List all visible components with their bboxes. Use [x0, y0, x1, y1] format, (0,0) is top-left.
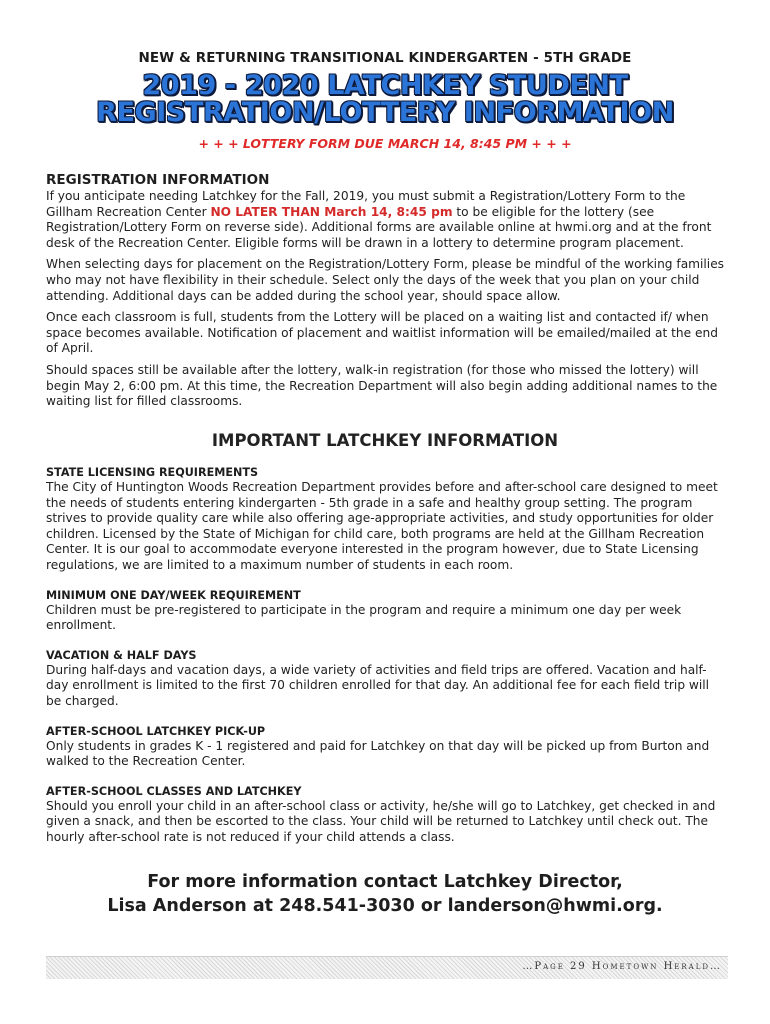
footer-bar	[46, 956, 728, 979]
main-title-line-2: REGISTRATION/LOTTERY INFORMATION	[96, 97, 674, 128]
contact-info	[0, 870, 770, 918]
licensing-block	[46, 465, 726, 574]
important-info-section	[46, 465, 726, 860]
minimum-day-body: Children must be pre-registered to participate in the program and require a minimum one day per week enrollment.	[46, 602, 682, 633]
registration-paragraph-2: When selecting days for placement on the Registration/Lottery Form, please be mindful of the working families who may not have flexibility in their schedule. Select only the days of the week that you plan on your child attending. Additional days can be added during the school year, should space allow.	[46, 257, 725, 303]
registration-paragraph-1	[46, 189, 726, 251]
vacation-body: During half-days and vacation days, a wide variety of activities and field trips are offered. Vacation and half-day enrollment is limited to the first 70 children enrolled for that day. An additional fee for each field trip will be charged.	[46, 662, 710, 708]
grade-range-supertitle: NEW & RETURNING TRANSITIONAL KINDERGARTEN - 5TH GRADE	[138, 50, 632, 66]
pickup-block	[46, 724, 726, 770]
vacation-title: VACATION & HALF DAYS	[46, 648, 197, 662]
main-title-line-1: 2019 - 2020 LATCHKEY STUDENT	[142, 70, 628, 101]
registration-p1-text: If you anticipate needing Latchkey for the Fall, 2019, you must submit a Registration/Lottery Form to the Gillham Recreation Center	[46, 189, 686, 219]
pickup-title: AFTER-SCHOOL LATCHKEY PICK-UP	[46, 724, 266, 738]
classes-block	[46, 784, 726, 846]
licensing-title: STATE LICENSING REQUIREMENTS	[46, 466, 259, 479]
licensing-body: The City of Huntington Woods Recreation Department provides before and after-school care designed to meet the needs of students entering kindergarten - 5th grade in a safe and healthy group setting. The program strives to provide quality care while also offering age-appropriate activities, and study opportunities for older children. Licensed by the State of Michigan for child care, both programs are held at the Gillham Recreation Center. It is our goal to accommodate everyone interested in the program however, due to State Licensing regulations, we are limited to a maximum number of students in each room.	[46, 480, 718, 572]
registration-heading: REGISTRATION INFORMATION	[46, 172, 270, 188]
registration-paragraph-3: Once each classroom is full, students from the Lottery will be placed on a waiting list and contacted if/ when space becomes available. Notification of placement and waitlist information will be emailed/mailed at the end of April.	[46, 310, 718, 356]
page-footer-text: …Page 29 Hometown Herald…	[522, 961, 722, 972]
contact-line-1: For more information contact Latchkey Director,	[147, 872, 623, 892]
contact-line-2: Lisa Anderson at 248.541-3030 or landerson@hwmi.org.	[107, 896, 663, 916]
minimum-day-title: MINIMUM ONE DAY/WEEK REQUIREMENT	[46, 588, 301, 602]
deadline-highlight: NO LATER THAN March 14, 8:45 pm	[210, 204, 453, 219]
important-info-heading: IMPORTANT LATCHKEY INFORMATION	[211, 431, 559, 450]
classes-title: AFTER-SCHOOL CLASSES AND LATCHKEY	[46, 784, 302, 798]
minimum-day-block	[46, 588, 726, 634]
pickup-body: Only students in grades K - 1 registered and paid for Latchkey on that day will be picked up from Burton and walked to the Recreation Center.	[46, 738, 710, 769]
classes-body: Should you enroll your child in an after-school class or activity, he/she will go to Latchkey, get checked in and given a snack, and then be escorted to the class. Your child will be returned to Latchkey until check out. The hourly after-school rate is not reduced if your child attends a class.	[46, 798, 716, 844]
registration-section	[46, 172, 726, 416]
registration-p1-text-after: to be eligible for the lottery (see Registration/Lottery Form on reverse side). Additional forms are available online at hwmi.org and at the front desk of the Recreation Center. Eligible forms will be drawn in a lottery to determine program placement.	[46, 204, 712, 250]
registration-paragraph-4: Should spaces still be available after the lottery, walk-in registration (for those who missed the lottery) will begin May 2, 6:00 pm. At this time, the Recreation Department will also begin adding additional names to the waiting list for filled classrooms.	[46, 362, 718, 409]
vacation-block	[46, 648, 726, 710]
lottery-due-notice: + + + LOTTERY FORM DUE MARCH 14, 8:45 PM + + +	[198, 136, 572, 151]
